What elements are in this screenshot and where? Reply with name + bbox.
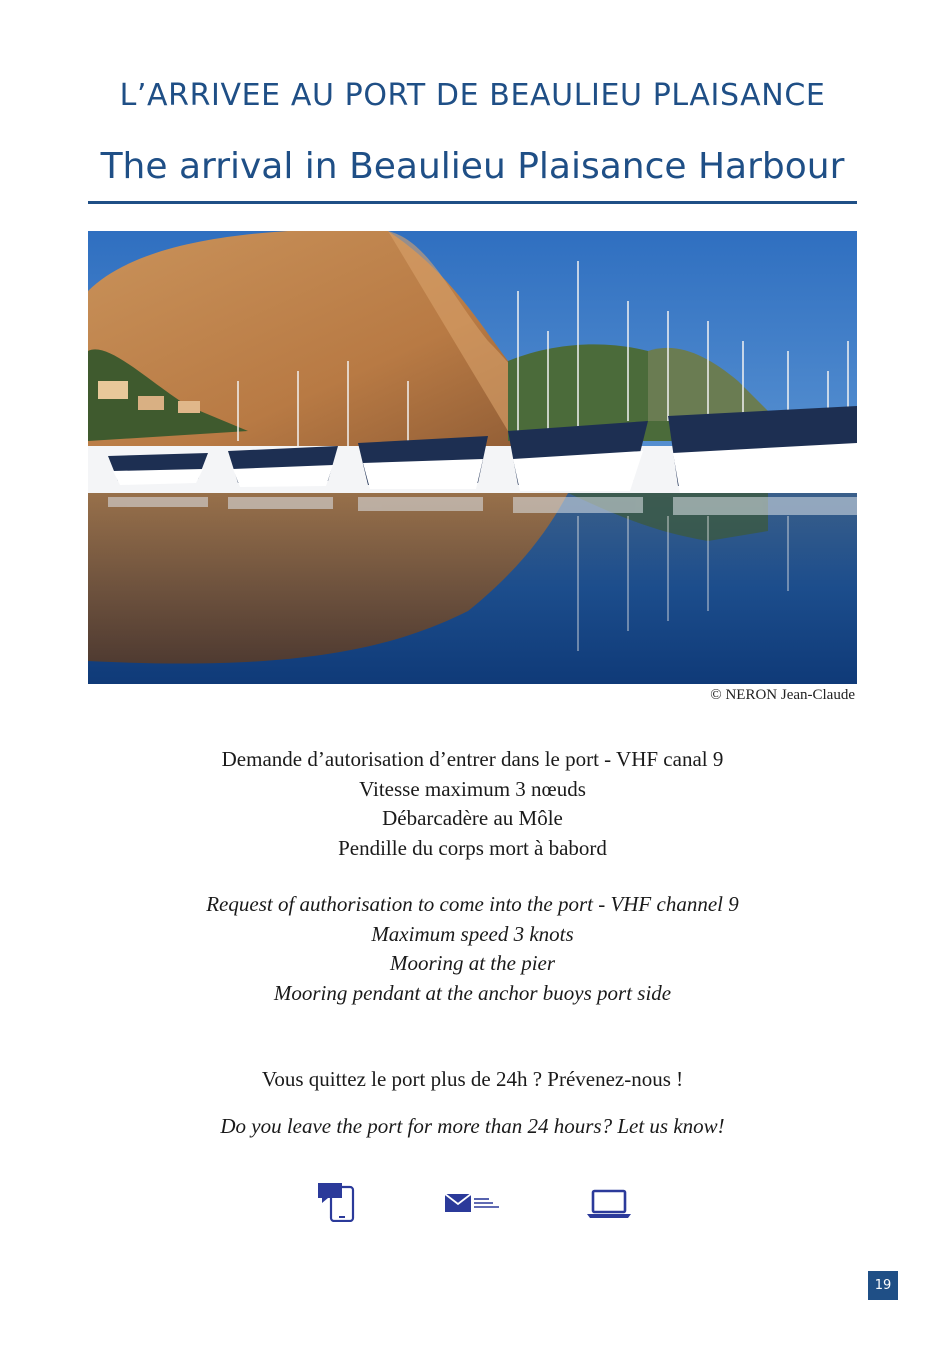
leave-notice-en: Do you leave the port for more than 24 hours? Let us know!	[220, 1114, 725, 1138]
page-title-en: The arrival in Beaulieu Plaisance Harbour	[100, 146, 845, 187]
laptop-icon[interactable]	[587, 1189, 631, 1223]
instruction-en-line: Maximum speed 3 knots	[371, 921, 574, 946]
harbour-photo	[88, 231, 857, 684]
instruction-fr-line: Vitesse maximum 3 nœuds	[359, 776, 586, 801]
email-icon[interactable]	[443, 1192, 501, 1218]
instruction-en-line: Request of authorisation to come into the port - VHF channel 9	[206, 892, 739, 916]
instruction-fr-line: Demande d’autorisation d’entrer dans le port - VHF canal 9	[221, 747, 724, 771]
instruction-fr-line: Pendille du corps mort à babord	[338, 835, 607, 860]
instruction-en-line: Mooring pendant at the anchor buoys port side	[273, 980, 672, 1005]
contact-icons	[0, 1180, 945, 1224]
instructions-en	[0, 890, 945, 1008]
instruction-fr-line: Débarcadère au Môle	[382, 806, 563, 830]
photo-credit: © NERON Jean-Claude	[710, 687, 855, 703]
leave-notice-fr: Vous quittez le port plus de 24h ? Prévenez-nous !	[261, 1067, 684, 1091]
instruction-en-line: Mooring at the pier	[389, 951, 556, 975]
page-number: 19	[868, 1271, 898, 1300]
phone-message-icon[interactable]	[318, 1180, 356, 1226]
page-title-fr: L’ARRIVEE AU PORT DE BEAULIEU PLAISANCE	[119, 78, 826, 113]
instructions-fr	[0, 745, 945, 863]
title-divider	[88, 201, 857, 204]
